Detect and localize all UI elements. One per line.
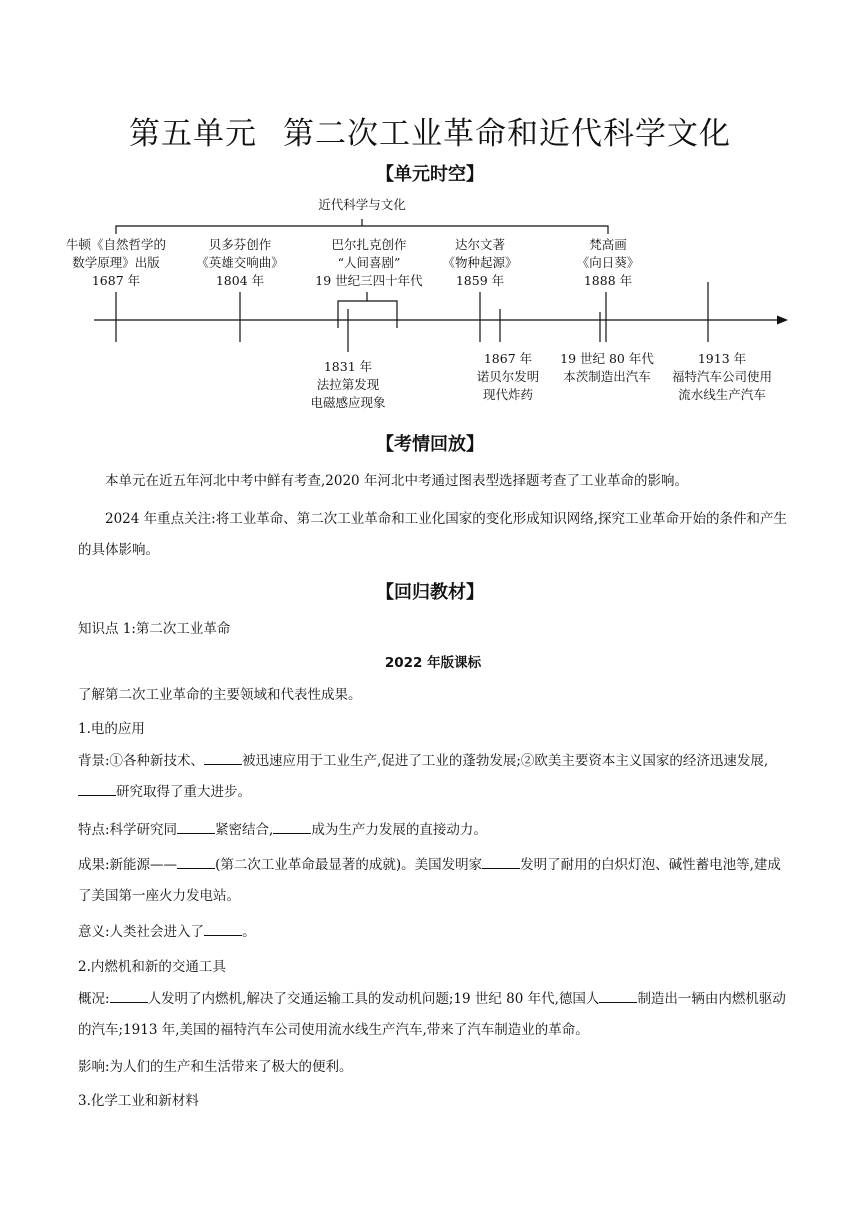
overview-paragraph: 概况: 人发明了内燃机,解决了交通运输工具的发动机问题;19 世纪 80 年代,德国人 制造出一辆由内燃机驱动的汽车;1913 年,美国的福特汽车公司使用流水线生产汽车,带来了汽车制造业的革命。 bbox=[78, 991, 786, 1038]
event-nobel: 1867 年 诺贝尔发明 现代炸药 bbox=[476, 351, 540, 402]
event-benz: 19 世纪 80 年代 本茨制造出汽车 bbox=[560, 351, 654, 384]
event-beethoven: 贝多芬创作 《英雄交响曲》 1804 年 bbox=[196, 237, 284, 288]
exam-paragraph-1: 本单元在近五年河北中考中鲜有考查,2020 年河北中考通过图表型选择题考查了工业革命的影响。 bbox=[105, 473, 688, 489]
page-title bbox=[0, 108, 860, 153]
fill-blank[interactable] bbox=[482, 856, 520, 869]
unit-number: 第五单元 bbox=[129, 116, 257, 152]
exam-paragraph-2: 2024 年重点关注:将工业革命、第二次工业革命和工业化国家的变化形成知识网络,探究工业革命开始的条件和产生的具体影响。 bbox=[78, 511, 787, 558]
fill-blank[interactable] bbox=[273, 821, 311, 834]
event-newton: 牛顿《自然哲学的 数学原理》出版 1687 年 bbox=[65, 237, 166, 288]
fill-blank[interactable] bbox=[204, 923, 242, 936]
timeline-diagram bbox=[65, 192, 800, 422]
standard-text: 了解第二次工业革命的主要领域和代表性成果。 bbox=[78, 687, 362, 703]
exam-heading: 【考情回放】 bbox=[376, 434, 484, 455]
heading-combustion: 2.内燃机和新的交通工具 bbox=[78, 959, 226, 975]
fill-blank[interactable] bbox=[204, 752, 242, 765]
brace-line bbox=[116, 226, 608, 234]
timeline-heading: 【单元时空】 bbox=[376, 164, 484, 185]
event-balzac: 巴尔扎克创作 “人间喜剧” 19 世纪三四十年代 bbox=[315, 237, 423, 288]
significance-paragraph: 意义:人类社会进入了 。 bbox=[78, 924, 256, 940]
fill-blank[interactable] bbox=[177, 856, 215, 869]
impact-paragraph: 影响:为人们的生产和生活带来了极大的便利。 bbox=[78, 1059, 353, 1075]
achievements-paragraph: 成果:新能源—— (第二次工业革命最显著的成就)。美国发明家 发明了耐用的白炽灯泡、碱性蓄电池等,建成了美国第一座火力发电站。 bbox=[78, 857, 781, 904]
fill-blank[interactable] bbox=[110, 990, 148, 1003]
knowledge-point-1: 知识点 1:第二次工业革命 bbox=[78, 621, 231, 637]
axis-arrow bbox=[777, 316, 788, 325]
brace-label: 近代科学与文化 bbox=[318, 197, 406, 212]
fill-blank[interactable] bbox=[177, 821, 215, 834]
event-ford: 1913 年 福特汽车公司使用 流水线生产汽车 bbox=[671, 351, 772, 402]
features-paragraph: 特点:科学研究同 紧密结合, 成为生产力发展的直接动力。 bbox=[78, 822, 487, 838]
heading-chemistry: 3.化学工业和新材料 bbox=[78, 1093, 199, 1109]
fill-blank[interactable] bbox=[78, 783, 116, 796]
event-faraday: 1831 年 法拉第发现 电磁感应现象 bbox=[310, 359, 386, 410]
event-darwin: 达尔文著 《物种起源》 1859 年 bbox=[442, 237, 518, 288]
heading-electricity: 1.电的应用 bbox=[78, 721, 145, 737]
background-paragraph: 背景:①各种新技术、 被迅速应用于工业生产,促进了工业的蓬勃发展;②欧美主要资本主义国家的经济迅速发展,研究取得了重大进步。 bbox=[78, 753, 769, 800]
fill-blank[interactable] bbox=[599, 990, 637, 1003]
balzac-bracket bbox=[338, 301, 397, 328]
standard-title: 2022 年版课标 bbox=[384, 655, 482, 671]
textbook-heading: 【回归教材】 bbox=[376, 582, 484, 603]
unit-title: 第二次工业革命和近代科学文化 bbox=[283, 116, 731, 152]
event-van-gogh: 梵高画 《向日葵》 1888 年 bbox=[576, 237, 640, 288]
